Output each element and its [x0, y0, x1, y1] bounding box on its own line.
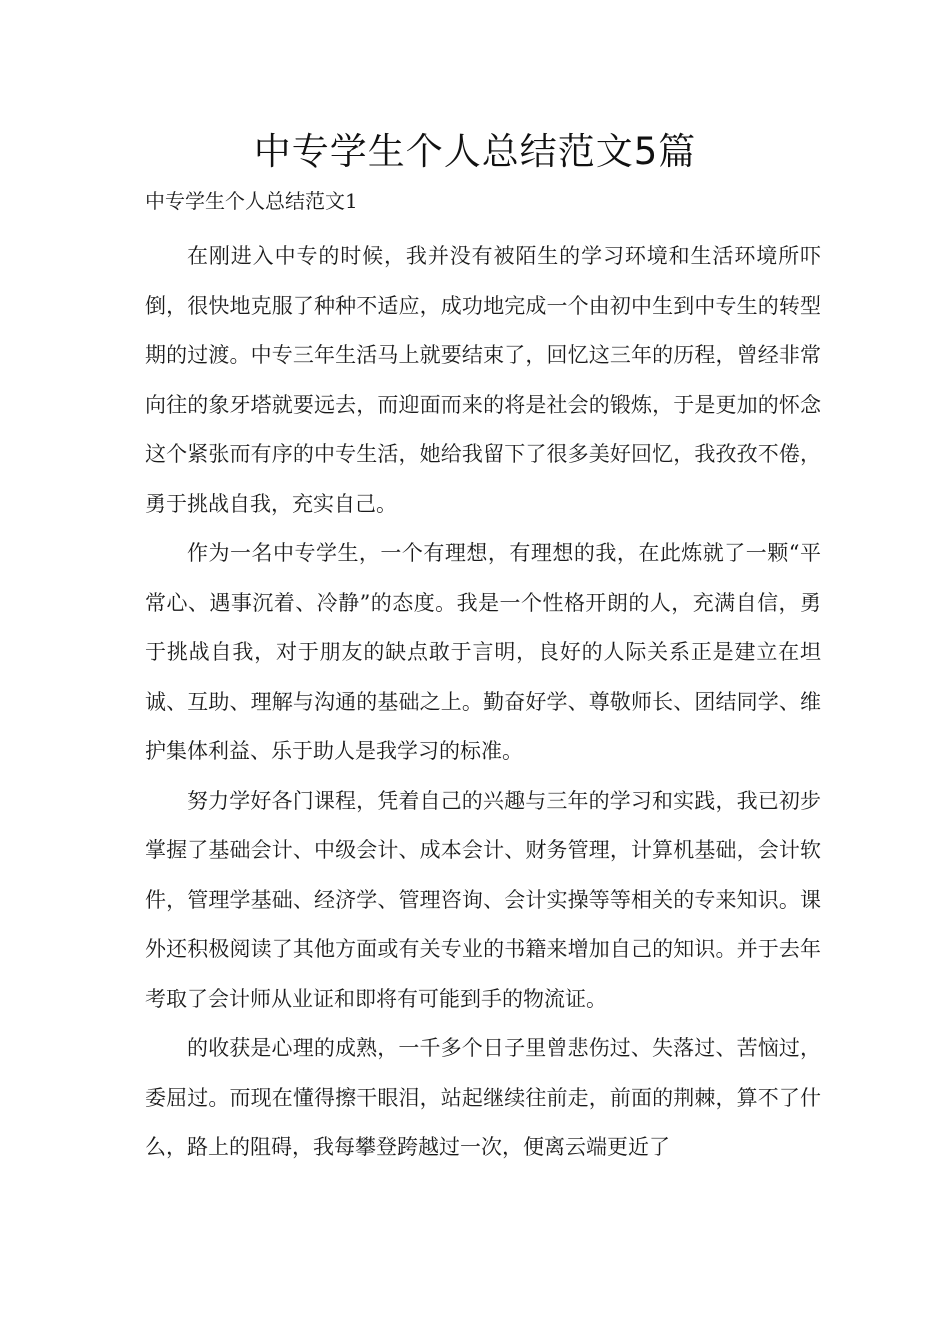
paragraph-4: 的收获是心理的成熟，一千多个日子里曾悲伤过、失落过、苦恼过，委屈过。而现在懂得擦干眼泪，站起继续往前走，前面的荆棘，算不了什么，路上的阻碍，我每攀登跨越过一次，便离云端更近了 — [145, 1036, 821, 1159]
paragraph-3: 努力学好各门课程，凭着自己的兴趣与三年的学习和实践，我已初步掌握了基础会计、中级会计、成本会计、财务管理，计算机基础，会计软件，管理学基础、经济学、管理咨询、会计实操等等相关的专来知识。课外还积极阅读了其他方面或有关专业的书籍来增加自己的知识。并于去年考取了会计师从业证和即将有可能到手的物流证。 — [145, 788, 821, 1011]
paragraph-2: 作为一名中专学生，一个有理想，有理想的我，在此炼就了一颗“平常心、遇事沉着、冷静”的态度。我是一个性格开朗的人，充满自信，勇于挑战自我，对于朋友的缺点敢于言明，良好的人际关系正是建立在坦诚、互助、理解与沟通的基础之上。勤奋好学、尊敬师长、团结同学、维护集体利益、乐于助人是我学习的标准。 — [145, 541, 821, 763]
document-body — [145, 232, 821, 1173]
section-heading: 中专学生个人总结范文1 — [145, 189, 358, 213]
document-title: 中专学生个人总结范文5篇 — [253, 130, 697, 173]
paragraph-1: 在刚进入中专的时候，我并没有被陌生的学习环境和生活环境所吓倒，很快地克服了种种不适应，成功地完成一个由初中生到中专生的转型期的过渡。中专三年生活马上就要结束了，回忆这三年的历程，曾经非常向往的象牙塔就要远去，而迎面而来的将是社会的锻炼，于是更加的怀念这个紧张而有序的中专生活，她给我留下了很多美好回忆，我孜孜不倦，勇于挑战自我，充实自己。 — [145, 244, 821, 516]
